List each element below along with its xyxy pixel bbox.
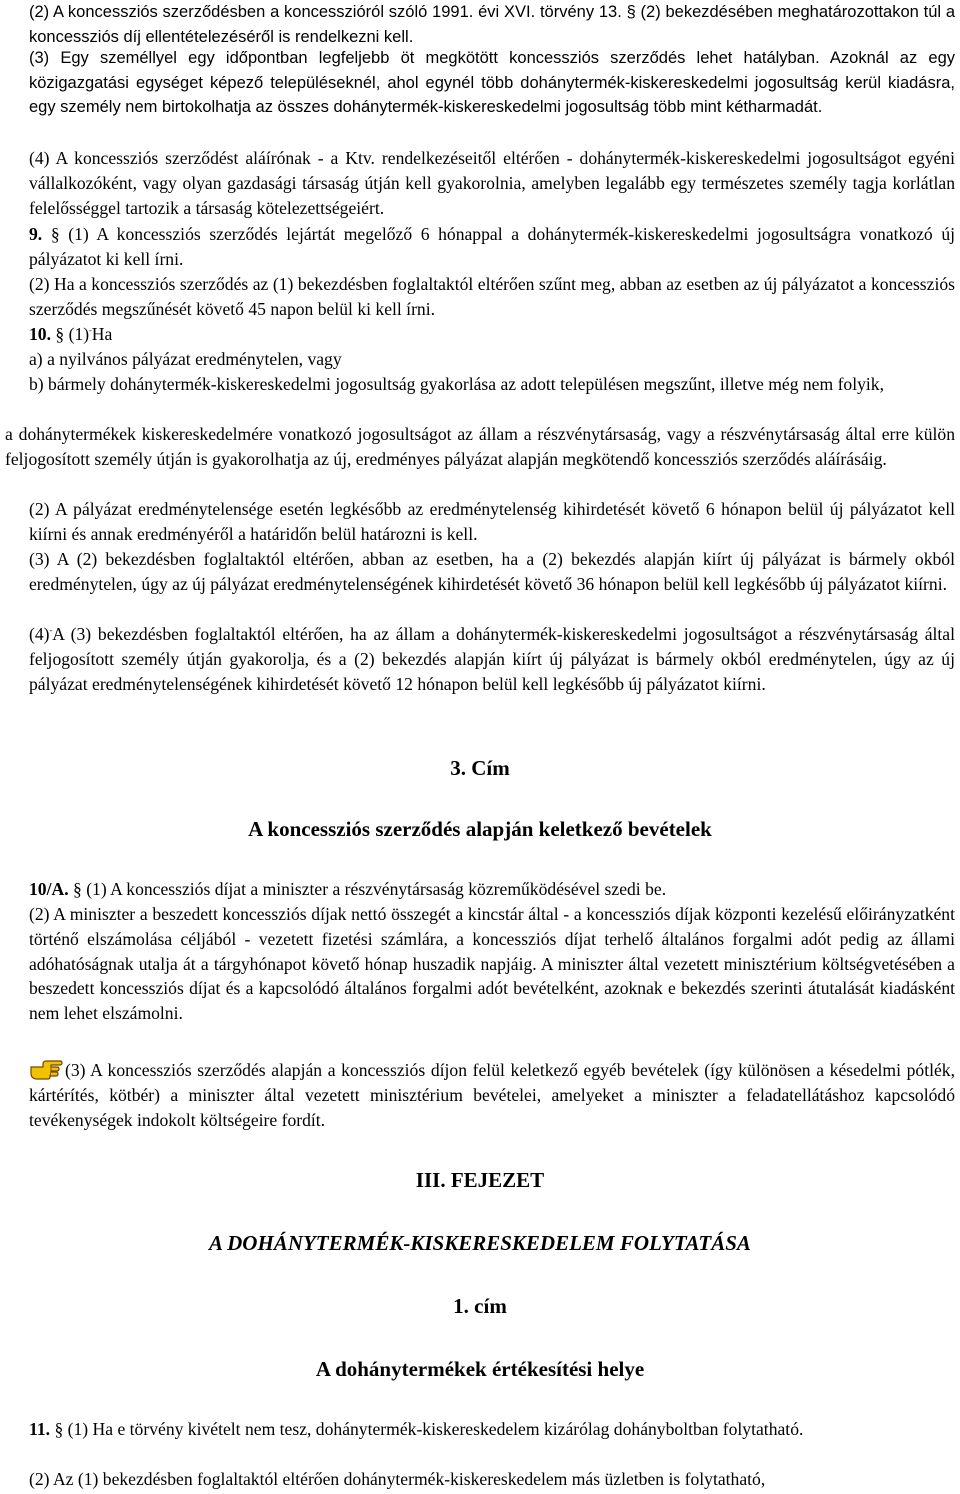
heading-cim-1-number: 1. cím (453, 1294, 507, 1318)
paragraph-10-2: (2) A pályázat eredménytelensége esetén legkésőbb az eredménytelenség kihirdetését követő 6 hónapon belül új pályázatot kell kiírni és annak eredményéről a határidőn belül határozni is kell. (29, 499, 955, 544)
paragraph-11-1-text: § (1) Ha e törvény kivételt nem tesz, dohánytermék-kiskereskedelem kizárólag dohányboltban folytatható. (54, 1419, 804, 1439)
point-10-a: a) a nyilvános pályázat eredménytelen, vagy (29, 349, 342, 369)
heading-cim-3-title: A koncessziós szerződés alapján keletkező bevételek (248, 817, 712, 841)
section-number-11: 11. (29, 1419, 51, 1439)
paragraph-10a-1 (5, 877, 955, 902)
chapter-number: III. FEJEZET (415, 1168, 545, 1192)
point-10-b: b) bármely dohánytermék-kiskereskedelmi jogosultság gyakorlása az adott településen megszűnt, illetve még nem folyik, (29, 374, 884, 394)
paragraph-8-3: (3) Egy személlyel egy időpontban legfeljebb öt megkötött koncessziós szerződés lehet hatályban. Azoknál az egy közigazgatási egységet képező településeknél, ahol egynél több dohánytermék-kiskereskedelmi jogosultság kerül kiadásra, egy személy nem birtokolhatja az összes dohánytermék-kiskereskedelmi jogosultság több mint kétharmadát. (29, 49, 955, 116)
paragraph-10a-1-text: § (1) A koncessziós díjat a miniszter a részvénytársaság közreműködésével szedi be. (73, 879, 667, 899)
paragraph-9-2: (2) Ha a koncessziós szerződés az (1) bekezdésben foglaltaktól eltérően szűnt meg, abban az esetben az új pályázatot a koncessziós szerződés megszűnését követő 45 napon belül ki kell írni. (29, 274, 955, 319)
section-number-10: 10. (29, 324, 51, 344)
footnote-marker[interactable]: - (89, 326, 92, 336)
paragraph-10-1-text: Ha (91, 324, 113, 344)
chapter-title: A DOHÁNYTERMÉK-KISKERESKEDELEM FOLYTATÁSA (209, 1231, 751, 1255)
paragraph-8-4: (4) A koncessziós szerződést aláírónak - a Ktv. rendelkezéseitől eltérően - dohánytermék-kiskereskedelmi jogosultságot egyéni vállalkozóként, vagy olyan gazdasági társaság útján kell gyakorolnia, amelyben legalább egy természetes személy tagja korlátlan felelősséggel tartozik a társaság kötelezettségeiért. (29, 148, 955, 218)
paragraph-8-2: (2) A koncessziós szerződésben a koncesszióról szóló 1991. évi XVI. törvény 13. § (2) bekezdésében meghatározottakon túl a koncessziós díj ellentételezéséről is rendelkezni kell. (29, 3, 955, 46)
paragraph-10-1 (5, 322, 955, 347)
paragraph-10a-3 (5, 1058, 955, 1132)
paragraph-10a-2: (2) A miniszter a beszedett koncessziós díjak nettó összegét a kincstár által - a koncessziós díjak központi kezelésű előirányzatként történő elszámolása céljából - vezetett fizetési számlára, a koncessziós díjat terhelő általános forgalmi adót pedig az állami adóhatóságnak utalja át a tárgyhónapot követő hónap huszadik napjáig. A miniszter által vezetett minisztérium költségvetésében a beszedett koncessziós díjat és a kapcsolódó általános forgalmi adót bevételként, azoknak e bekezdés szerinti átutalását kiadásként nem lehet elszámolni. (29, 904, 955, 1024)
paragraph-10-4 (5, 622, 955, 696)
section-number-9: 9. (29, 224, 43, 244)
heading-cim-1-title: A dohánytermékek értékesítési helye (315, 1357, 645, 1381)
paragraph-11-2: (2) Az (1) bekezdésben foglaltaktól eltérően dohánytermék-kiskereskedelem más üzletben is folytatható, (29, 1469, 766, 1489)
heading-cim-3-number: 3. Cím (450, 756, 510, 780)
paragraph-10-3: (3) A (2) bekezdésben foglaltaktól eltérően, abban az esetben, ha a (2) bekezdés alapján kiírt új pályázat is bármely okból eredménytelen, úgy az új pályázat eredménytelenségének kihirdetését követő 36 hónapon belül kell legkésőbb új pályázatot kiírni. (29, 549, 955, 594)
pointing-hand-icon[interactable] (29, 1058, 63, 1080)
paragraph-11-1 (5, 1417, 955, 1442)
paragraph-10-1-lead: § (1) (55, 324, 90, 344)
paragraph-10-4-lead: (4) (29, 624, 50, 644)
paragraph-10-1-continuation: a dohánytermékek kiskereskedelmére vonatkozó jogosultságot az állam a részvénytársaság, vagy a részvénytársaság által erre külön feljogosított személy útján is gyakorolhatja az új, eredményes pályázat alapján megkötendő koncessziós szerződés aláírásáig. (5, 424, 955, 469)
paragraph-10-4-text: A (3) bekezdésben foglaltaktól eltérően, ha az állam a dohánytermék-kiskereskedelmi jogosultságot a részvénytársaság által feljogosított személy útján gyakorolja, és a (2) bekezdés alapján kiírt új pályázat is bármely okból eredménytelen, úgy az új pályázat eredménytelenségének kihirdetését követő 12 hónapon belül kell legkésőbb új pályázatot kiírni. (29, 624, 955, 694)
paragraph-9-1 (5, 222, 955, 272)
section-number-10a: 10/A. (29, 879, 69, 899)
paragraph-9-1-text: § (1) A koncessziós szerződés lejártát megelőző 6 hónappal a dohánytermék-kiskereskedelmi jogosultságra vonatkozó új pályázatot ki kell írni. (29, 224, 955, 269)
paragraph-10a-3-text: (3) A koncessziós szerződés alapján a koncessziós díjon felül keletkező egyéb bevételek (így különösen a késedelmi pótlék, kártérítés, kötbér) a miniszter által vezetett minisztérium bevételei, amelyeket a miniszter a feladatellátáshoz kapcsolódó tevékenységek indokolt költségeire fordít. (29, 1060, 955, 1130)
footnote-marker[interactable]: - (49, 626, 53, 636)
